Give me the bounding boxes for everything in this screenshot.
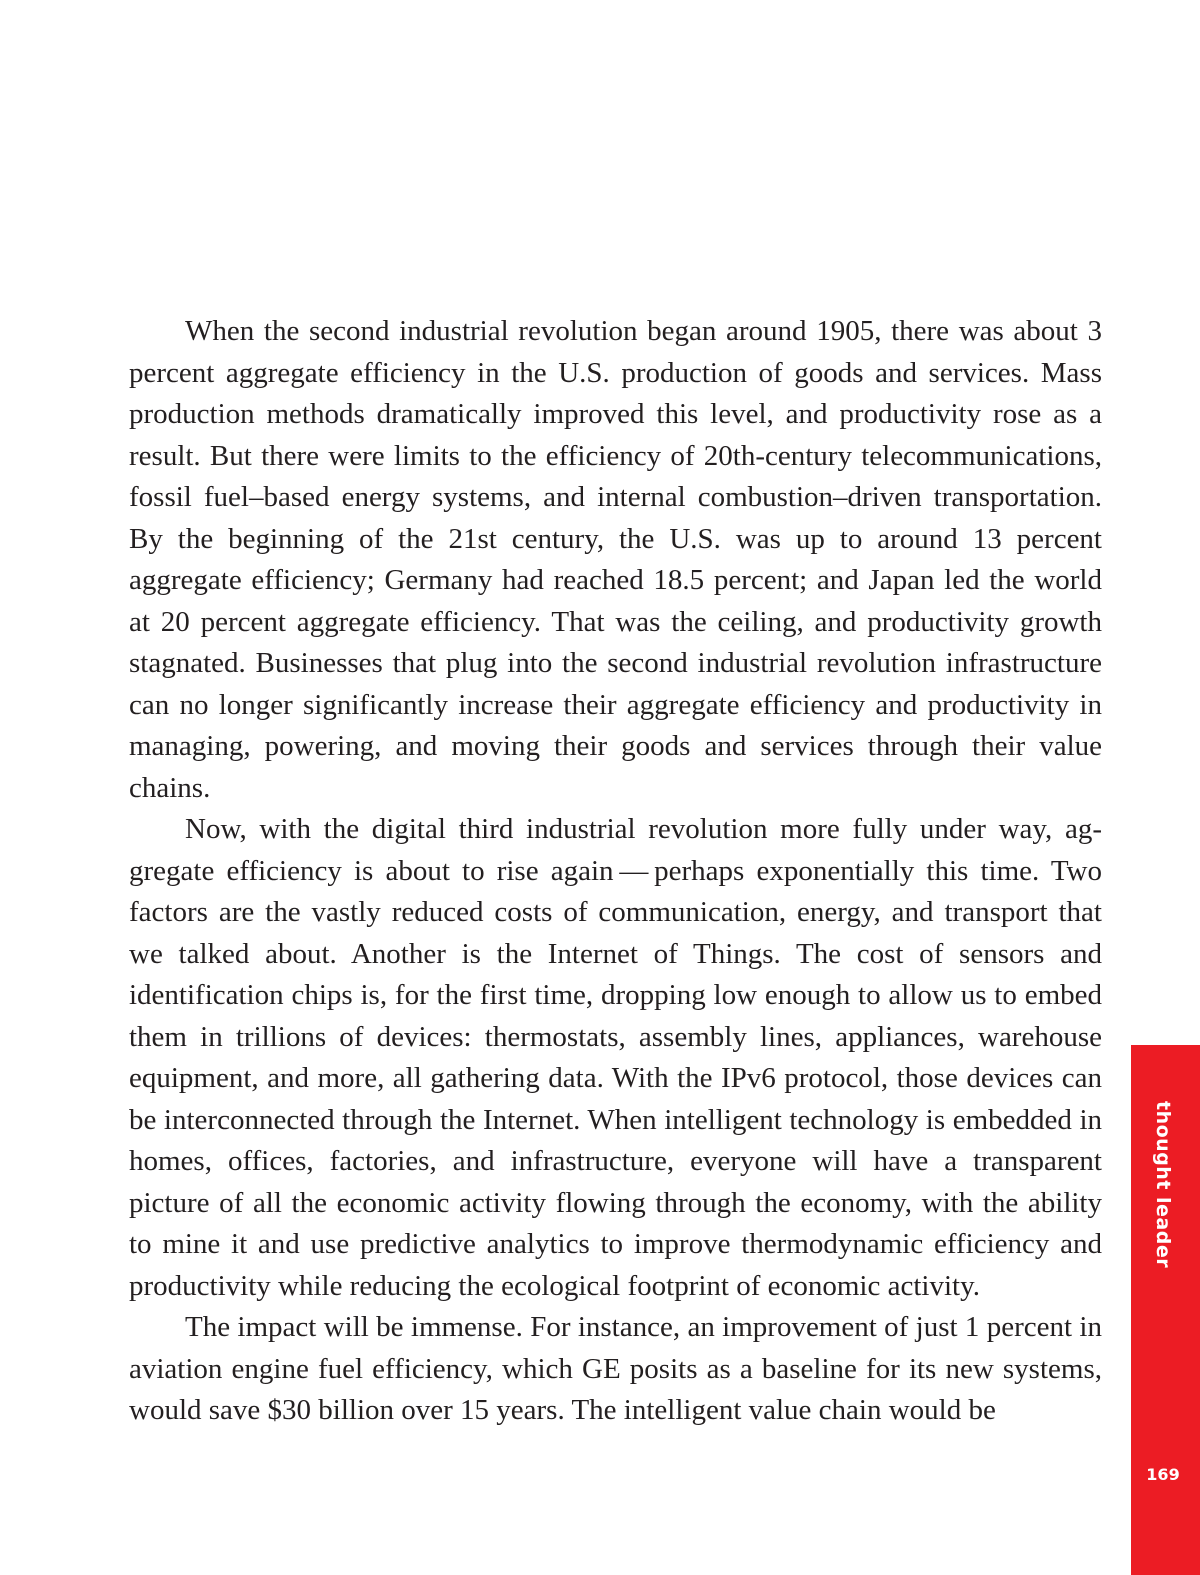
- section-label: thought leader: [1152, 1101, 1174, 1269]
- paragraph-2: Now, with the digital third industrial revolution more fully under way, aggregate efficiency is about to rise again — perhaps exponentially this time. Two factors are the vastly reduced costs of communication, energy, and transport that we talked about. Another is the Internet of Things. The cost of sensors and identification chips is, for the first time, dropping low enough to allow us to embed them in trillions of devices: thermostats, assembly lines, appliances, warehouse equipment, and more, all gathering data. With the IPv6 protocol, those devices can be interconnected through the Internet. When intelligent technology is embedded in homes, offices, factories, and infrastructure, everyone will have a transparent picture of all the economic activity flowing through the economy, with the ability to mine it and use predictive analytics to improve thermodynamic efficiency and productivity while reducing the ecological footprint of economic activity.: [129, 813, 1102, 1302]
- page-number: 169: [1146, 1465, 1180, 1484]
- body-text: [129, 311, 1102, 1432]
- paragraph-3: The impact will be immense. For instance, an improvement of just 1 percent in aviation engine fuel efficiency, which GE posits as a baseline for its new systems, would save $30 billion over 15 years. The intelligent value chain would be: [129, 1311, 1102, 1426]
- paragraph-1: When the second industrial revolution began around 1905, there was about 3 percent aggregate efficiency in the U.S. production of goods and services. Mass production methods dramatically improved this level, and productivity rose as a result. But there were limits to the efficiency of 20th-century telecommunications, fossil fuel–based energy systems, and internal combustion–driven transportation. By the beginning of the 21st century, the U.S. was up to around 13 percent aggregate efficiency; Germany had reached 18.5 percent; and Japan led the world at 20 percent aggregate efficiency. That was the ceiling, and productivity growth stagnated. Businesses that plug into the second industrial revolution infrastructure can no longer significantly increase their aggregate efficiency and productivity in managing, powering, and moving their goods and services through their value chains.: [129, 315, 1102, 804]
